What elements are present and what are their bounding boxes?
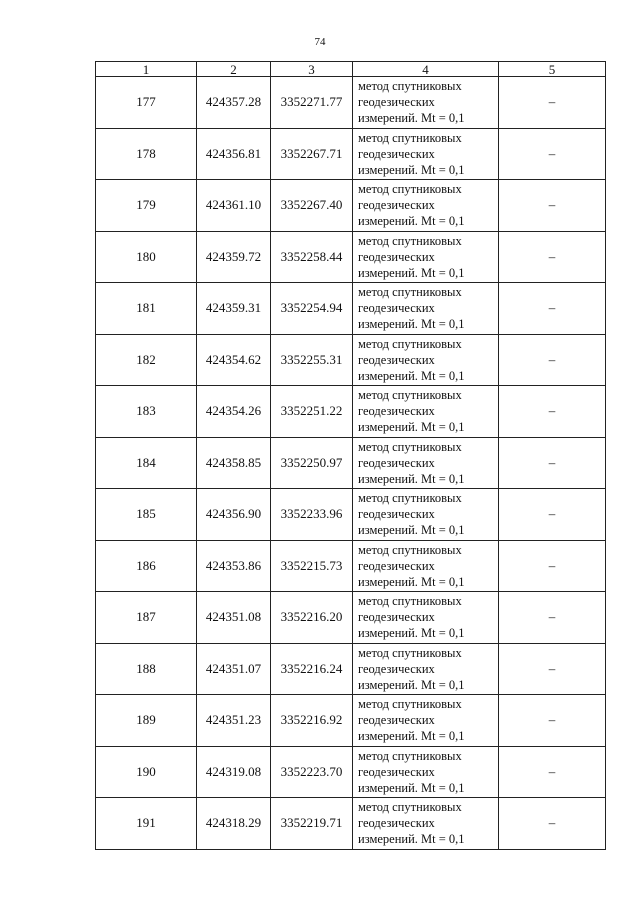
method-line: геодезических (358, 352, 435, 367)
method-line: измерений. Mt = 0,1 (358, 265, 465, 280)
table-row (96, 489, 606, 541)
table-row (96, 180, 606, 232)
table-row (96, 798, 606, 850)
x-coordinate-cell: 424356.81 (197, 128, 271, 180)
dash-mark: – (548, 763, 556, 779)
method-line: измерений. Mt = 0,1 (358, 780, 465, 795)
point-number-cell: 183 (96, 386, 197, 438)
x-coordinate-cell: 424357.28 (197, 77, 271, 129)
y-coordinate-cell: 3352267.40 (271, 180, 353, 232)
dash-mark: – (548, 506, 556, 522)
method-line: метод спутниковых (358, 439, 462, 454)
method-line: геодезических (358, 455, 435, 470)
dash-mark: – (548, 94, 556, 110)
dash-mark: – (548, 815, 556, 831)
table-row (96, 231, 606, 283)
point-number-cell: 189 (96, 695, 197, 747)
description-cell (499, 128, 606, 180)
dash-mark: – (548, 145, 556, 161)
column-header: 3 (271, 62, 353, 77)
method-cell (353, 437, 499, 489)
table-row (96, 746, 606, 798)
x-coordinate-cell: 424353.86 (197, 540, 271, 592)
dash-mark: – (548, 712, 556, 728)
method-line: измерений. Mt = 0,1 (358, 368, 465, 383)
point-number-cell: 180 (96, 231, 197, 283)
dash-mark: – (548, 557, 556, 573)
method-line: метод спутниковых (358, 182, 462, 197)
description-cell (499, 746, 606, 798)
description-cell (499, 695, 606, 747)
method-line: геодезических (358, 610, 435, 625)
dash-mark: – (548, 609, 556, 625)
dash-mark: – (548, 351, 556, 367)
point-number-cell: 182 (96, 334, 197, 386)
point-number-cell: 187 (96, 592, 197, 644)
method-line: измерений. Mt = 0,1 (358, 162, 465, 177)
method-cell (353, 540, 499, 592)
table-row (96, 334, 606, 386)
method-line: геодезических (358, 301, 435, 316)
method-cell (353, 334, 499, 386)
method-cell (353, 746, 499, 798)
x-coordinate-cell: 424354.62 (197, 334, 271, 386)
description-cell (499, 643, 606, 695)
method-cell (353, 77, 499, 129)
method-line: метод спутниковых (358, 130, 462, 145)
method-line: геодезических (358, 404, 435, 419)
method-line: метод спутниковых (358, 79, 462, 94)
description-cell (499, 77, 606, 129)
method-cell (353, 643, 499, 695)
table-row (96, 643, 606, 695)
y-coordinate-cell: 3352215.73 (271, 540, 353, 592)
method-line: геодезических (358, 198, 435, 213)
point-number-cell: 179 (96, 180, 197, 232)
method-cell (353, 489, 499, 541)
description-cell (499, 283, 606, 335)
table-row (96, 592, 606, 644)
dash-mark: – (548, 403, 556, 419)
method-line: измерений. Mt = 0,1 (358, 832, 465, 847)
y-coordinate-cell: 3352223.70 (271, 746, 353, 798)
method-line: метод спутниковых (358, 388, 462, 403)
dash-mark: – (548, 300, 556, 316)
table-row (96, 695, 606, 747)
y-coordinate-cell: 3352258.44 (271, 231, 353, 283)
dash-mark: – (548, 197, 556, 213)
method-line: метод спутниковых (358, 594, 462, 609)
dash-mark: – (548, 248, 556, 264)
point-number-cell: 191 (96, 798, 197, 850)
method-cell (353, 695, 499, 747)
column-header: 4 (353, 62, 499, 77)
method-cell (353, 180, 499, 232)
method-line: измерений. Mt = 0,1 (358, 214, 465, 229)
method-line: геодезических (358, 764, 435, 779)
description-cell (499, 798, 606, 850)
coordinates-table (95, 61, 606, 850)
point-number-cell: 185 (96, 489, 197, 541)
y-coordinate-cell: 3352233.96 (271, 489, 353, 541)
point-number-cell: 186 (96, 540, 197, 592)
point-number-cell: 190 (96, 746, 197, 798)
table-row (96, 77, 606, 129)
method-line: метод спутниковых (358, 645, 462, 660)
method-line: измерений. Mt = 0,1 (358, 574, 465, 589)
table-header-row (96, 62, 606, 77)
method-line: метод спутниковых (358, 800, 462, 815)
x-coordinate-cell: 424361.10 (197, 180, 271, 232)
method-cell (353, 798, 499, 850)
x-coordinate-cell: 424319.08 (197, 746, 271, 798)
method-line: измерений. Mt = 0,1 (358, 523, 465, 538)
method-line: измерений. Mt = 0,1 (358, 111, 465, 126)
x-coordinate-cell: 424351.08 (197, 592, 271, 644)
method-line: измерений. Mt = 0,1 (358, 626, 465, 641)
method-line: метод спутниковых (358, 233, 462, 248)
y-coordinate-cell: 3352271.77 (271, 77, 353, 129)
table-row (96, 540, 606, 592)
method-line: метод спутниковых (358, 491, 462, 506)
method-line: измерений. Mt = 0,1 (358, 471, 465, 486)
method-line: метод спутниковых (358, 336, 462, 351)
method-cell (353, 283, 499, 335)
description-cell (499, 386, 606, 438)
x-coordinate-cell: 424358.85 (197, 437, 271, 489)
y-coordinate-cell: 3352219.71 (271, 798, 353, 850)
method-line: геодезических (358, 249, 435, 264)
point-number-cell: 178 (96, 128, 197, 180)
method-line: измерений. Mt = 0,1 (358, 729, 465, 744)
description-cell (499, 540, 606, 592)
method-line: геодезических (358, 816, 435, 831)
method-line: геодезических (358, 713, 435, 728)
method-line: измерений. Mt = 0,1 (358, 677, 465, 692)
method-line: метод спутниковых (358, 697, 462, 712)
page-number: 74 (314, 36, 326, 48)
point-number-cell: 184 (96, 437, 197, 489)
x-coordinate-cell: 424318.29 (197, 798, 271, 850)
description-cell (499, 592, 606, 644)
description-cell (499, 334, 606, 386)
description-cell (499, 437, 606, 489)
method-line: геодезических (358, 95, 435, 110)
method-line: метод спутниковых (358, 542, 462, 557)
method-line: геодезических (358, 661, 435, 676)
column-header: 5 (499, 62, 606, 77)
x-coordinate-cell: 424354.26 (197, 386, 271, 438)
description-cell (499, 231, 606, 283)
point-number-cell: 181 (96, 283, 197, 335)
table-row (96, 386, 606, 438)
x-coordinate-cell: 424351.23 (197, 695, 271, 747)
method-cell (353, 128, 499, 180)
y-coordinate-cell: 3352216.20 (271, 592, 353, 644)
method-line: геодезических (358, 558, 435, 573)
method-line: метод спутниковых (358, 285, 462, 300)
description-cell (499, 180, 606, 232)
table-row (96, 128, 606, 180)
column-header: 2 (197, 62, 271, 77)
method-cell (353, 231, 499, 283)
dash-mark: – (548, 660, 556, 676)
dash-mark: – (548, 454, 556, 470)
y-coordinate-cell: 3352267.71 (271, 128, 353, 180)
method-line: геодезических (358, 146, 435, 161)
table-row (96, 437, 606, 489)
x-coordinate-cell: 424356.90 (197, 489, 271, 541)
method-line: измерений. Mt = 0,1 (358, 317, 465, 332)
method-cell (353, 592, 499, 644)
x-coordinate-cell: 424359.31 (197, 283, 271, 335)
method-cell (353, 386, 499, 438)
method-line: измерений. Mt = 0,1 (358, 420, 465, 435)
column-header: 1 (96, 62, 197, 77)
table-row (96, 283, 606, 335)
y-coordinate-cell: 3352254.94 (271, 283, 353, 335)
y-coordinate-cell: 3352250.97 (271, 437, 353, 489)
point-number-cell: 177 (96, 77, 197, 129)
y-coordinate-cell: 3352216.92 (271, 695, 353, 747)
method-line: геодезических (358, 507, 435, 522)
y-coordinate-cell: 3352255.31 (271, 334, 353, 386)
point-number-cell: 188 (96, 643, 197, 695)
x-coordinate-cell: 424351.07 (197, 643, 271, 695)
description-cell (499, 489, 606, 541)
y-coordinate-cell: 3352251.22 (271, 386, 353, 438)
y-coordinate-cell: 3352216.24 (271, 643, 353, 695)
x-coordinate-cell: 424359.72 (197, 231, 271, 283)
method-line: метод спутниковых (358, 748, 462, 763)
